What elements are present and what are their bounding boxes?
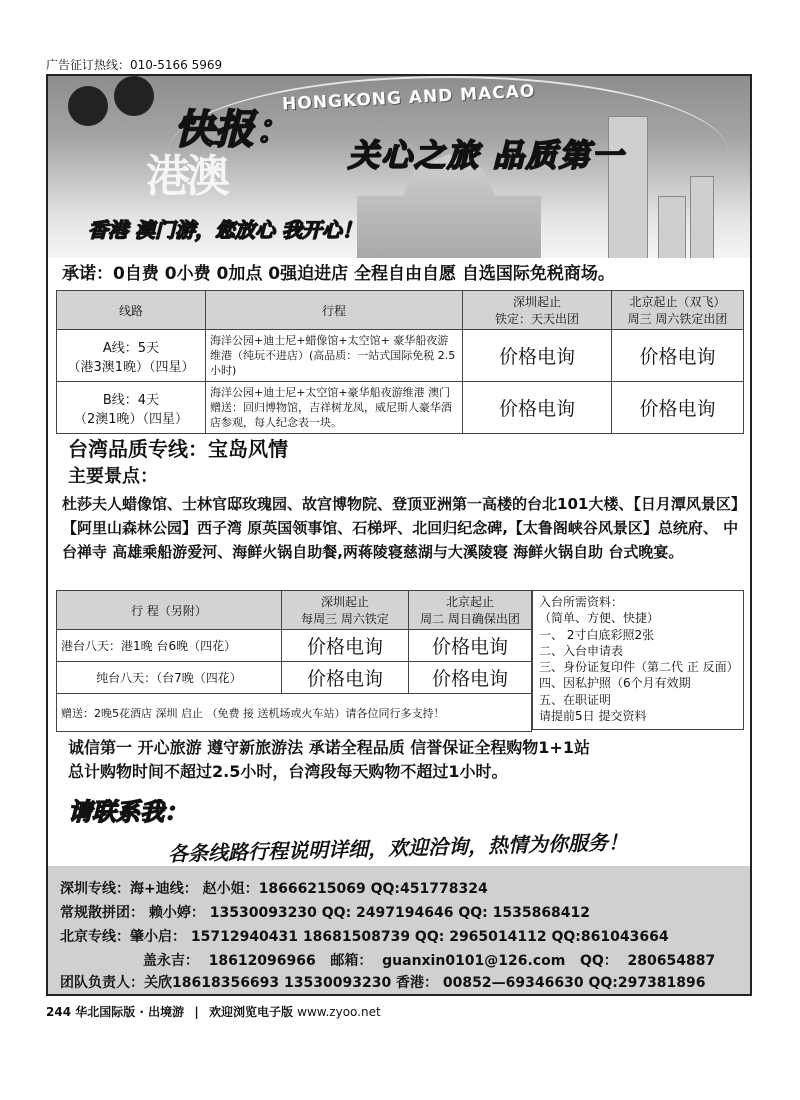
table-row — [57, 630, 532, 662]
promise-line: 承诺：0自费 0小费 0加点 0强迫进店 全程自由自愿 自选国际免税商场。 — [62, 264, 615, 284]
taiwan-subtitle: 主要景点： — [68, 466, 158, 487]
col-header-itinerary: 行程 — [206, 291, 463, 330]
price-cell: 价格电询 — [409, 630, 532, 662]
requirement-item: 一、 2寸白底彩照2张 — [539, 627, 655, 642]
col-header-shenzhen: 深圳起止 每周三 周六铁定 — [282, 591, 409, 630]
requirements-title: 入台所需资料： — [539, 595, 624, 609]
contact-title: 请联系我： — [68, 798, 188, 826]
contact-panel — [48, 866, 750, 994]
requirement-item: （简单、方便、快捷） — [539, 611, 660, 626]
price-cell: 价格电询 — [463, 382, 612, 434]
ad-frame — [46, 74, 752, 996]
page-footer — [46, 1003, 381, 1020]
requirement-item: 四、因私护照（6个月有效期 — [539, 676, 691, 691]
entry-requirements — [532, 590, 744, 730]
price-cell: 价格电询 — [612, 330, 744, 382]
mickey-mouse-icon — [114, 76, 154, 116]
magazine-name: 华北国际版 · 出境游 — [75, 1005, 185, 1019]
contact-row: 常规散拼团： 赖小婷： 13530093230 QQ: 2497194646 QQ: 1535868412 — [60, 905, 591, 921]
itinerary-cell: 海洋公园+迪士尼+太空馆+豪华船夜游维港 澳门赠送：回归博物馆，吉祥树龙凤，威尼斯人豪华酒店参观，每人纪念表一块。 — [206, 382, 463, 434]
route-cell: 纯台八天：（台7晚（四花） — [57, 662, 282, 694]
col-header-route: 行 程（另附） — [57, 591, 282, 630]
contact-row: 深圳专线：海+迪线： 赵小姐：18666215069 QQ:451778324 — [60, 881, 488, 897]
col-header-beijing: 北京起止（双飞） 周三 周六铁定出团 — [612, 291, 744, 330]
promise-line-1: 诚信第一 开心旅游 遵守新旅游法 承诺全程品质 信誉保证全程购物1+1站 — [68, 738, 590, 757]
footer-divider: | — [194, 1005, 199, 1019]
col-header-beijing: 北京起止 周二 周日确保出团 — [409, 591, 532, 630]
table-row — [57, 694, 532, 732]
requirement-item: 五、在职证明 — [539, 692, 612, 707]
route-cell: A线：5天 （港3澳1晚）（四星） — [57, 330, 206, 382]
requirement-item: 二、入台申请表 — [539, 643, 624, 658]
gift-note: 赠送：2晚5花酒店 深圳 启止 （免费 接 送机场或火车站）请各位同行多支持！ — [57, 694, 532, 732]
banner-hk-macao: HONGKONG AND MACAO — [281, 81, 536, 115]
hk-macao-table — [56, 290, 744, 434]
footer-url[interactable]: www.zyoo.net — [297, 1005, 381, 1019]
col-header-shenzhen: 深圳起止 铁定：天天出团 — [463, 291, 612, 330]
price-cell: 价格电询 — [409, 662, 532, 694]
col-header-route: 线路 — [57, 291, 206, 330]
integrity-promise — [68, 736, 748, 784]
table-row — [57, 662, 532, 694]
banner-slogan-sub: 香港 澳门游，您放心 我开心！ — [88, 218, 362, 242]
price-cell: 价格电询 — [282, 630, 409, 662]
route-cell: 港台八天：港1晚 台6晚（四花） — [57, 630, 282, 662]
contact-row: 盖永吉： 18612096966 邮箱： guanxin0101@126.com QQ： 280654887 — [60, 953, 716, 969]
price-cell: 价格电询 — [282, 662, 409, 694]
taiwan-title: 台湾品质专线：宝岛风情 — [68, 437, 288, 461]
building-image — [658, 196, 686, 258]
route-cell: B线：4天 （2澳1晚）（四星） — [57, 382, 206, 434]
contact-row: 北京专线：肇小启： 15712940431 18681508739 QQ: 2965014112 QQ:861043664 — [60, 929, 669, 945]
banner — [48, 76, 750, 258]
price-cell: 价格电询 — [612, 382, 744, 434]
requirement-item: 请提前5日 提交资料 — [539, 709, 647, 724]
table-row — [57, 330, 744, 382]
page-number: 244 — [46, 1005, 72, 1019]
requirement-item: 三、身份证复印件（第二代 正 反面） — [539, 660, 739, 675]
table-row — [57, 382, 744, 434]
browse-text: 欢迎浏览电子版 — [208, 1005, 293, 1019]
taiwan-table — [56, 590, 532, 732]
contact-row: 团队负责人：关欣18618356693 13530093230 香港： 00852—69346630 QQ:297381896 — [60, 975, 706, 991]
ad-hotline: 广告征订热线：010-5166 5969 — [46, 58, 223, 72]
itinerary-cell: 海洋公园+迪士尼+蜡像馆+太空馆+ 豪华船夜游维港（纯玩不进店）(高品质：一站式国际免税 2.5 小时) — [206, 330, 463, 382]
taiwan-spots: 杜莎夫人蜡像馆、士林官邸玫瑰园、故宫博物院、登顶亚洲第一高楼的台北101大楼、【日月潭风景区】【阿里山森林公园】西子湾 原英国领事馆、石梯坪、北回归纪念碑,【太鲁阁峡谷风景区】总统府、 中台禅寺 高雄乘船游爱河、海鲜火锅自助餐,两蒋陵寝慈湖与大溪陵寝 海鲜火锅自助 台式晚宴。 — [62, 495, 746, 561]
banner-gangao: 港澳 — [146, 151, 226, 202]
minnie-mouse-icon — [68, 86, 108, 126]
contact-subtitle: 各条线路行程说明详细，欢迎洽询，热情为你服务！ — [167, 829, 629, 867]
banner-kuaibao: 快报： — [174, 107, 294, 153]
promise-line-2: 总计购物时间不超过2.5小时，台湾段每天购物不超过1小时。 — [68, 762, 508, 781]
banner-slogan-main: 关心之旅 品质第一 — [348, 138, 625, 174]
price-cell: 价格电询 — [463, 330, 612, 382]
building-image — [690, 176, 714, 258]
